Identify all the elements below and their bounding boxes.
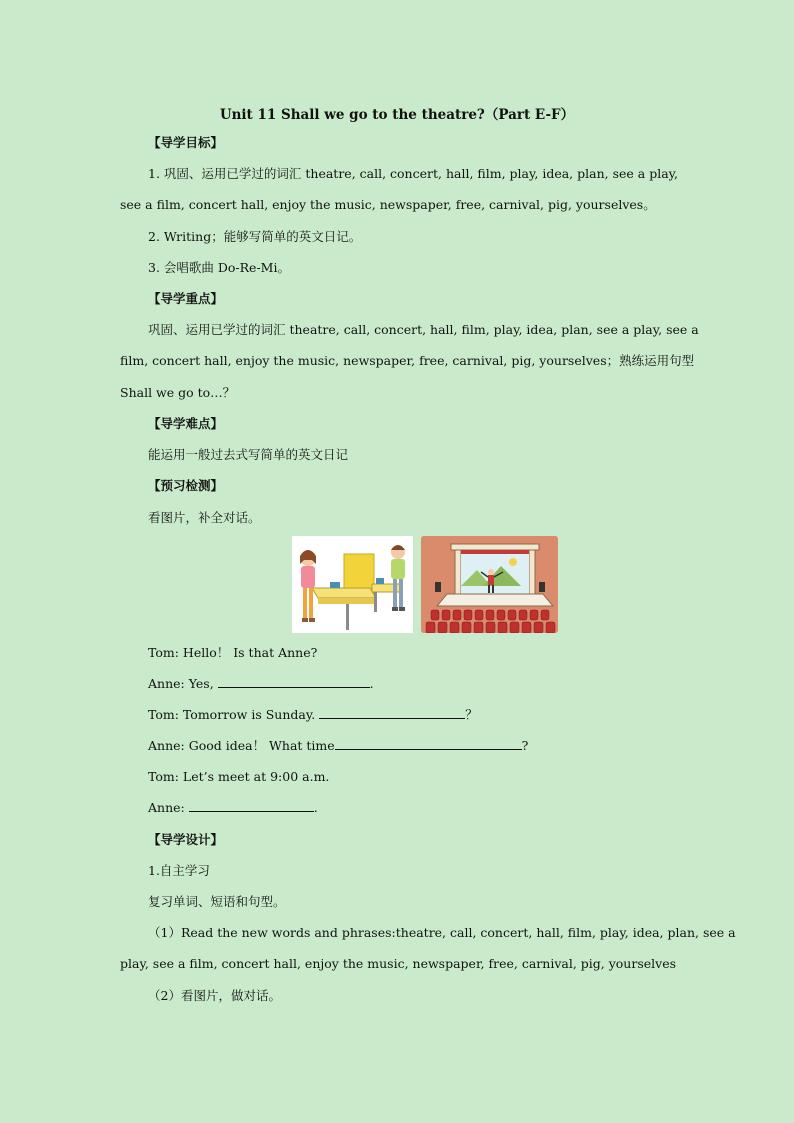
read-words-line-2: play, see a film, concert hall, enjoy the music, newspaper, free, carnival, pig, yourselves xyxy=(120,956,677,971)
dialogue-line-2 xyxy=(148,675,374,693)
key-points-line-1: 巩固、运用已学过的词汇 theatre, call, concert, hall, film, play, idea, plan, see a play, see a xyxy=(148,322,699,337)
dialogue-line-3 xyxy=(148,706,478,724)
dialogue-line-6 xyxy=(148,799,318,817)
dialogue-line-5: Tom: Let’s meet at 9:00 a.m. xyxy=(148,769,330,784)
answer-blank-4[interactable] xyxy=(189,799,314,812)
theatre-stage-illustration xyxy=(421,536,558,633)
difficulty-heading: 【导学难点】 xyxy=(148,416,224,431)
goal-2: 2. Writing；能够写简单的英文日记。 xyxy=(148,229,362,244)
read-words-line-1: （1）Read the new words and phrases:theatre, call, concert, hall, film, play, idea, plan, see a xyxy=(148,925,736,940)
goal-1-line-2: see a film, concert hall, enjoy the music, newspaper, free, carnival, pig, yourselves。 xyxy=(120,197,656,212)
dialogue-line-4 xyxy=(148,737,528,755)
page-title: Unit 11 Shall we go to the theatre?（Part E-F） xyxy=(219,107,575,123)
key-points-line-3: Shall we go to…？ xyxy=(120,385,236,400)
dialogue-line-2-prefix: Anne: Yes, xyxy=(148,676,218,691)
dialogue-line-6-prefix: Anne: xyxy=(148,800,189,815)
dialogue-line-3-prefix: Tom: Tomorrow is Sunday. xyxy=(148,707,320,722)
picture-dialogue-instruction: （2）看图片，做对话。 xyxy=(148,988,281,1003)
preview-heading: 【预习检测】 xyxy=(148,478,224,493)
dialogue-line-1: Tom: Hello！ Is that Anne? xyxy=(148,645,318,660)
answer-blank-2[interactable] xyxy=(319,706,465,719)
answer-blank-1[interactable] xyxy=(218,675,370,688)
dialogue-line-3-suffix: ？ xyxy=(465,707,478,722)
dialogue-line-6-suffix: . xyxy=(313,800,318,815)
theatre-stage-image xyxy=(421,536,558,633)
dialogue-line-4-prefix: Anne: Good idea！ What time xyxy=(148,738,335,753)
self-study-label: 1.自主学习 xyxy=(148,863,210,878)
difficulty-text: 能运用一般过去式写简单的英文日记 xyxy=(148,447,349,462)
phone-call-image xyxy=(292,536,413,633)
goal-1-line-1: 1. 巩固、运用已学过的词汇 theatre, call, concert, hall, film, play, idea, plan, see a play, xyxy=(148,166,679,181)
dialogue-line-2-suffix: . xyxy=(369,676,374,691)
preview-instruction: 看图片，补全对话。 xyxy=(148,510,261,525)
dialogue-line-4-suffix: ? xyxy=(521,738,529,753)
goals-heading: 【导学目标】 xyxy=(148,135,224,150)
phone-call-illustration xyxy=(292,536,413,633)
key-points-heading: 【导学重点】 xyxy=(148,291,224,306)
key-points-line-2: film, concert hall, enjoy the music, newspaper, free, carnival, pig, yourselves；熟练运用句型 xyxy=(120,353,695,368)
design-heading: 【导学设计】 xyxy=(148,832,224,847)
review-instruction: 复习单词、短语和句型。 xyxy=(148,894,286,909)
answer-blank-3[interactable] xyxy=(335,737,522,750)
goal-3: 3. 会唱歌曲 Do-Re-Mi。 xyxy=(148,260,290,275)
